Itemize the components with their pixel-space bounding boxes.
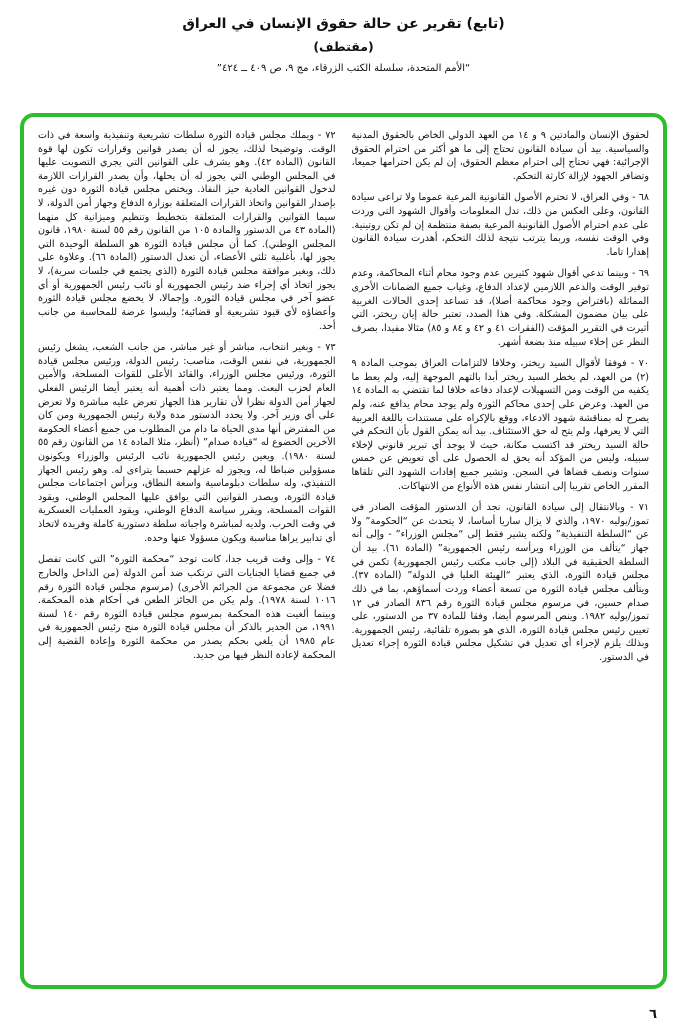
paragraph-68: ٦٨ - وفي العراق، لا تحترم الأصول القانونية المرعية عموما ولا تراعى سيادة القانون، وعلى العكس من ذلك، تدل المعلومات وأقوال الشهود التي وردت على عدم احترام الأصول القانونية المرعية بصفة منتظمة إن لم تكن روتينية. وفي الوقت نفسه، وربما يترتب نتيجة لذلك التحكم، أهدرت سيادة القانون إهدارا تاما. [351,192,649,258]
column-second [38,129,336,975]
document-subtitle: (مقتطف) [313,39,374,54]
column-first [352,129,650,975]
document-title: (تابع) تقرير عن حالة حقوق الإنسان في العراق [182,16,505,32]
page-number: ٦ [649,1007,657,1022]
page-header [0,0,687,74]
paragraph-74: ٧٤ - وإلى وقت قريب جدا، كانت توجد “محكمة الثورة” التي كانت تفصل في جميع قضايا الجنايات التي ترتكب ضد أمن الدولة (من الداخل والخارج فضلا عن مجموعة من الجرائم الأخرى) (مرسوم مجلس قيادة الثورة رقم ١٠١٦ لسنة ١٩٧٨). ولم يكن من الجائز الطعن في أحكام هذه المحكمة. وبينما ألغيت هذه المحكمة بمرسوم مجلس قيادة الثورة رقم ١٤٠ لسنة ١٩٩١، من الجدير بالذكر أن مجلس قيادة الثورة منح رئيس الجمهورية في عام ١٩٨٥ أن يلغي بحكم يصدر من محكمة الثورة وإعادة القضية إلى المحكمة لإعادة النظر فيها من جديد. [38,554,336,661]
paragraph-70: ٧٠ - فوفقا لأقوال السيد ريختر، وخلافا لالتزامات العراق بموجب المادة ٩ (٢) من العهد، لم يخطر السيد ريختر أبدا بالتهم الموجهة إليه، ولم يعط ما يكفيه من الوقت ومن التسهيلات لإعداد دفاعه خلافا لما تقتضي به المادة ١٤ من العهد. وعرض على إحدى محاكم الثورة ولم يوجد محام يدافع عنه، ولم يصرح له بمناقشة شهود الادعاء، ووقع بالإكراه على مستندات باللغة العربية التي لا يعرفها، ولم يتح له حق الاستئناف. بيد أنه يمكن القول بأن التحكم في حالة السيد ريختر قد اكتسب مكانة، حيث لا يوجد أي تبرير قانوني لإخلاء سبيله، وليس من المؤكد أنه يحق له الحصول على أي تعويض عن خمس سنوات ونصف قضاها في السجن. وتشير جميع إفادات الشهود التي تلقاها المقرر الخاص تقريبا إلى انتشار نفس هذه الأنواع من الانتهاكات. [351,358,649,492]
two-column-layout [38,129,649,975]
paragraph-72: ٧٢ - ويملك مجلس قيادة الثورة سلطات تشريعية وتنفيذية واسعة في ذات الوقت. وتوضيحا لذلك، يجوز له أن يصدر قوانين وقرارات تكون لها قوة القانون (المادة ٤٢). وهو يشرف على القوانين التي يجري التصويت عليها في المجلس الوطني التي يجوز له أن يحلها، وأن يصدر القرارات اللازمة لدخول القوانين العادية حيز النفاذ. ويختص مجلس قيادة الثورة دون غيره بإصدار القوانين واتخاذ القرارات المتعلقة بوزارة الدفاع وجهاز أمن الدولة، لا سيما القوانين والقرارات المتعلقة بتخطيط وتنظيم وميزانية كل منهما (المادة ٤٣ من الدستور والمادة ١٠٥ من القانون رقم ٥٥ لسنة ١٩٨٠، قانون المجلس الوطني). كما أن مجلس قيادة الثورة هو السلطة الوحيدة التي يجوز لها، بأغلبية ثلثي الأعضاء، أن تعدل الدستور (المادة ٦٦). وعلاوة على ذلك، وبغير موافقة مجلس قيادة الثورة (الذي يجتمع في جلسات سرية)، لا يجوز اتخاذ أي إجراء ضد رئيس الجمهورية أو نائب رئيس الجمهورية أو أي عضو آخر في مجلس قيادة الثورة. وإجمالا، لا يخضع مجلس قيادة الثورة وأعضاؤه لأي قيود تشريعية أو قضائية؛ وليسوا عرضة للمحاسبة من جانب أحد. [38,130,336,332]
paragraph-continuation: لحقوق الإنسان والمادتين ٩ و ١٤ من العهد الدولي الخاص بالحقوق المدنية والسياسية. بيد أن سيادة القانون تحتاج إلى ما هو أكثر من احترام الحقوق الإجرائية: فهي تحتاج إلى احترام معظم الحقوق، إن لم يكن احترامها جميعا، وتضافر الجهود لإزالة كارثة التحكم. [351,130,649,182]
content-frame [20,113,667,989]
paragraph-71: ٧١ - وبالانتقال إلى سيادة القانون، نجد أن الدستور المؤقت الصادر في تموز/يوليه ١٩٧٠، والذي لا يزال ساريا أساسا، لا يتحدث عن “الحكومة” ولا عن “السلطة التنفيذية” ولكنه يشير فقط إلى “مجلس الوزراء” - وإلى أنه جهاز “يتألف من الوزراء ويرأسه رئيس الجمهورية” (المادة ٦١). بيد أن السلطة الحقيقية في البلاد (إلى جانب مكتب رئيس الجمهورية) تكمن في مجلس قيادة الثورة، الذي يعتبر “الهيئة العليا في الدولة” (المادة ٣٧). ويتألف مجلس قيادة الثورة من تسعة أعضاء وردت أسماؤهم، بما في ذلك صدام حسين، في مرسوم مجلس قيادة الثورة رقم ٨٣٦ الصادر في ١٢ تموز/يوليه ١٩٨٢. وينص المرسوم أيضا، وفقا للمادة ٣٧ من الدستور، على تعيين رئيس مجلس قيادة الثورة، الذي هو بصورة تلقائية، رئيس الجمهورية. وبذلك يلزم لإجراء أي تعديل في تشكيل مجلس قيادة الثورة إجراء تعديل في الدستور. [351,502,649,663]
paragraph-69: ٦٩ - وبينما تدعي أقوال شهود كثيرين عدم وجود محام أثناء المحاكمة، وعدم توفير الوقت والدعم اللازمين لإعداد الدفاع، وغياب جميع الضمانات الأخرى المماثلة (بافتراض وجود محاكمة أصلا)، قد تساعد إحدى الحالات الغربية على بيان مضمون المشكلة. وفي هذا الصدد، تعتبر حالة إيان ريختر، التي أثيرت في التقرير المؤقت (الفقرات ٤١ و ٤٢ و ٨٤ و ٨٥) مثالا مفيدا، بصرف النظر عن إخلاء سبيله منذ بضعة أشهر. [351,268,649,348]
source-citation: “الأمم المتحدة، سلسلة الكتب الزرقاء، مج ٩، ص ٤٠٩ ــ ٤٢٤” [216,63,471,74]
paragraph-73: ٧٣ - وبغير انتخاب، مباشر أو غير مباشر، من جانب الشعب، يشغل رئيس الجمهورية، في نفس الوقت، مناصب: رئيس الدولة، ورئيس مجلس قيادة الثورة، ورئيس مجلس الوزراء، والقائد الأعلى للقوات المسلحة، والأمين العام لحزب البعث. ومما يعتبر ذات أهمية أنه يعتبر أيضا الرئيس الفعلي لجهاز أمن الدولة نظرا لأن تقارير هذا الجهاز تعرض عليه مباشرة ولا تعرض على أي وزير آخر. ولا يحدد الدستور مدة ولاية رئيس الجمهورية ومن كان من المفترض أنها مدى الحياة ما دام من المطلوب من جميع أعضاء الحكومة الآخرين الخضوع له “قيادة صدام” (أنظر، مثلا المادة ١٤ من القانون رقم ٥٥ لسنة ١٩٨٠). ويعين رئيس الجمهورية نائب الرئيس والوزراء ويكونون مسؤولين ضباطا له، ويجوز له عزلهم حسبما يتراءى له. وهو رئيس الجهاز التنفيذي، وله سلطات دبلوماسية واسعة النطاق، ويرأس اجتماعات مجلس قيادة الثورة، ويصدر القوانين التي يوافق عليها المجلس الوطني، ويقود القوات المسلحة، ويقرر سياسة الدفاع الوطني، ويقود العمليات العسكرية في وقت الحرب. ولديه لمباشرة واجباته سلطة دستورية كاملة وفريدة لاتخاذ أي تدابير يراها مناسبة ويكون مسؤولا عنها وحده. [38,342,336,544]
